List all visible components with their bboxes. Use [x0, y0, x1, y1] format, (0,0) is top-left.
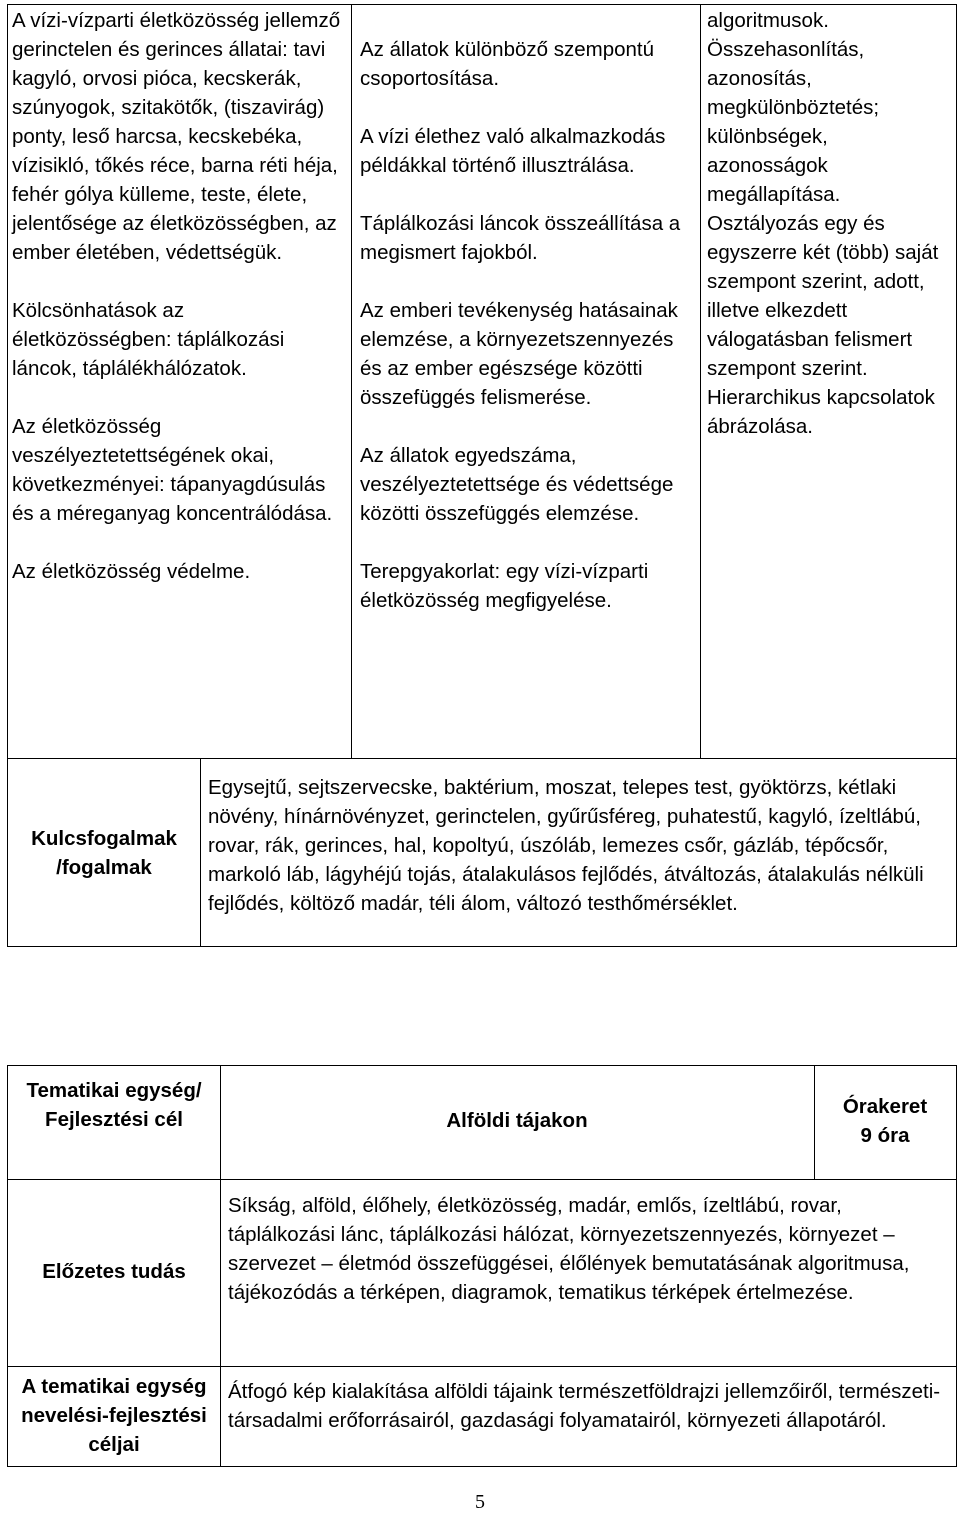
- celjai-text: Átfogó kép kialakítása alföldi tájaink természetföldrajzi jellemzőiről, természeti-társadalmi erőforrásairól, gazdasági folyamatairól, környezeti állapotáról.: [228, 1380, 941, 1432]
- content-column: [12, 6, 348, 586]
- skills-line-2: Összehasonlítás, azonosítás, megkülönböztetés; különbségek, azonosságok megállapítása.: [707, 38, 880, 206]
- skills-line-3: Osztályozás egy és egyszerre két (több) saját szempont szerint, adott, illetve elkezdett válogatásban felismert szempont szerint.: [707, 212, 939, 380]
- skills-line-1: algoritmusok.: [707, 9, 829, 32]
- page-number: 5: [475, 1491, 485, 1513]
- kulcsfogalmak-text: Egysejtű, sejtszervecske, baktérium, moszat, telepes test, gyöktörzs, kétlaki növény, hínárnövényzet, gerinctelen, gyűrűsféreg, puhatestű, kagyló, ízeltlábú, rovar, rák, gerinces, hal, kopoltyú, úszóláb, lemezes csőr, gázláb, tépőcsőr, markoló láb, lágyhéjú tojás, átalakulásos fejlődés, átváltozás, átalakulás nélküli fejlődés, költöző madár, téli álom, változó testhőmérséklet.: [208, 776, 924, 915]
- content-paragraph-4: Az életközösség védelme.: [12, 560, 251, 583]
- activity-paragraph-2: A vízi élethez való alkalmazkodás példákkal történő illusztrálása.: [360, 125, 666, 177]
- content-paragraph-2: Kölcsönhatások az életközösségben: táplálkozási láncok, táplálékhálózatok.: [12, 299, 285, 380]
- column-divider-1: [351, 5, 352, 758]
- activities-column: [360, 35, 694, 615]
- column-divider-2: [700, 5, 701, 758]
- tematikai-label: Tematikai egység/ Fejlesztési cél: [26, 1079, 202, 1131]
- activity-paragraph-1: Az állatok különböző szempontú csoportosítása.: [360, 38, 655, 90]
- orakeret: [814, 1092, 956, 1150]
- thematic-unit-table: [7, 1065, 957, 1467]
- competency-table: [7, 4, 957, 947]
- elozetes-tudas-label: Előzetes tudás: [42, 1260, 186, 1283]
- row-divider-1: [8, 1179, 956, 1180]
- content-paragraph-3: Az életközösség veszélyeztetettségének okai, következményei: tápanyagdúsulás és a méreganyag koncentrálódása.: [12, 415, 333, 525]
- activity-paragraph-4: Az emberi tevékenység hatásainak elemzése, a környezetszennyezés és az ember egészsége közötti összefüggés felismerése.: [360, 299, 678, 409]
- thematic-unit-title: Alföldi tájakon: [446, 1109, 588, 1132]
- kulcsfogalmak-divider: [200, 758, 201, 946]
- row-divider-2: [8, 1366, 956, 1367]
- orakeret-value: 9 óra: [860, 1124, 910, 1147]
- celjai-label: A tematikai egység nevelési-fejlesztési céljai: [21, 1375, 207, 1456]
- activity-paragraph-6: Terepgyakorlat: egy vízi-vízparti életközösség megfigyelése.: [360, 560, 649, 612]
- content-paragraph-1: A vízi-vízparti életközösség jellemző gerinctelen és gerinces állatai: tavi kagyló, orvosi pióca, kecskerák, szúnyogok, szitakötők, (tiszavirág) ponty, leső harcsa, kecskebéka, vízisikló, tőkés réce, barna réti héja, fehér gólya külleme, teste, élete, jelentősége az életközösségben, az ember életében, védettségük.: [12, 9, 341, 264]
- kulcsfogalmak-label: Kulcsfogalmak /fogalmak: [31, 827, 177, 879]
- row-divider: [8, 758, 956, 759]
- skills-column: [707, 6, 945, 441]
- orakeret-label: Órakeret: [842, 1095, 928, 1118]
- activity-paragraph-3: Táplálkozási láncok összeállítása a megismert fajokból.: [360, 212, 681, 264]
- elozetes-tudas-text: Síkság, alföld, élőhely, életközösség, madár, emlős, ízeltlábú, rovar, táplálkozási lánc, táplálkozási hálózat, környezetszennyezés, környezet – szervezet – életmód összefüggései, élőlények bemutatásának algoritmusa, tájékozódás a térképen, diagramok, tematikus térképek értelmezése.: [228, 1194, 910, 1304]
- skills-line-4: Hierarchikus kapcsolatok ábrázolása.: [707, 386, 935, 438]
- activity-paragraph-5: Az állatok egyedszáma, veszélyeztetettsége és védettsége közötti összefüggés elemzése.: [360, 444, 674, 525]
